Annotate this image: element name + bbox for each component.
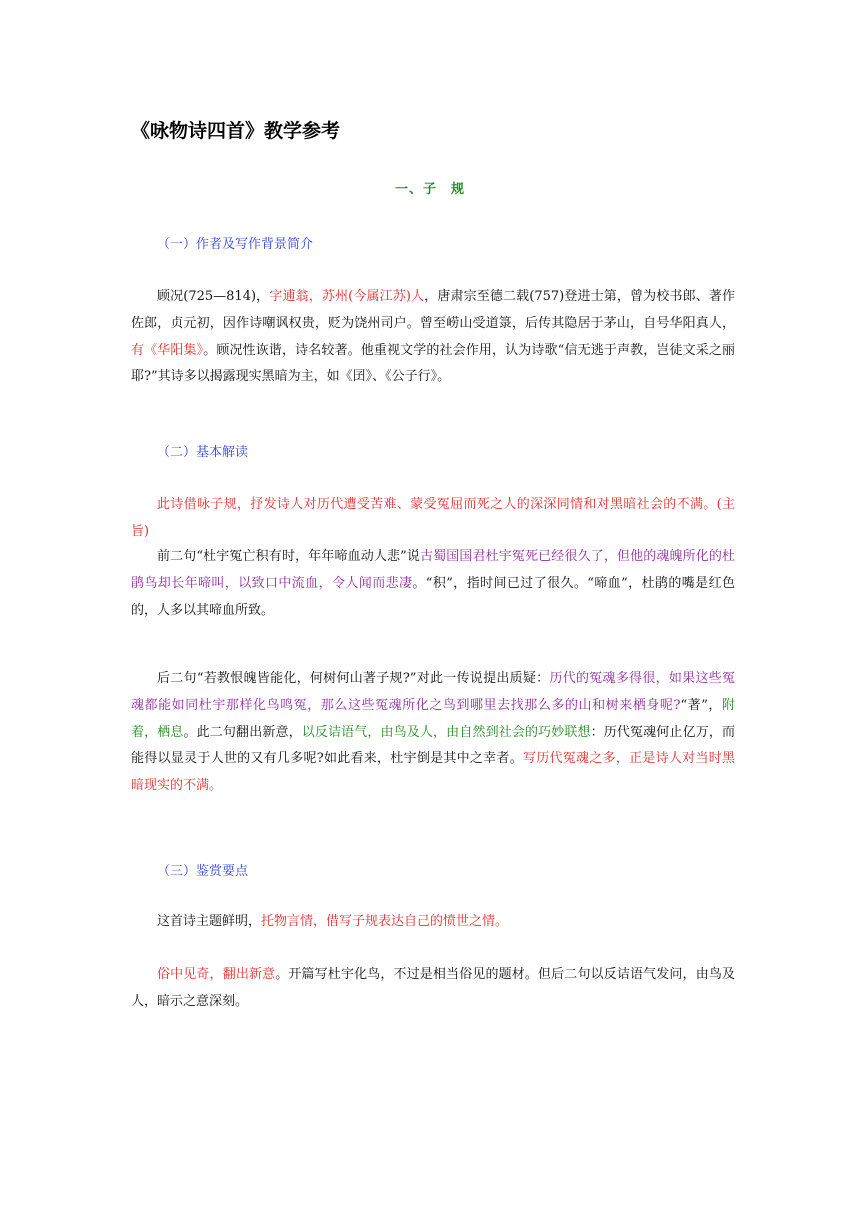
- text-run: 历代的冤魂多得很，如果这些冤魂都能如同杜宇那样化鸟鸣冤，那么这些冤魂所化之鸟到哪里去找那么多的山和树来栖身呢?: [131, 671, 735, 713]
- text-run: 。开篇写杜宇化鸟，不过是相当俗见的题材。但后二句以反诘语气发问，由鸟及人，暗示之意深刻。: [131, 967, 735, 1009]
- text-run: 前二句“杜宇冤亡积有时，年年啼血动人悲”说: [157, 549, 421, 564]
- subheading-appreciation: （三）鉴赏要点: [157, 864, 249, 879]
- text-run: 写历代冤魂之多，正是诗人对当时黑暗现实的不满。: [131, 751, 735, 794]
- paragraph-author-intro: [131, 284, 735, 391]
- paragraph-second-couplet: [131, 666, 735, 800]
- paragraph-theme: [131, 492, 735, 546]
- text-run: 。“积”，指时间已过了很久。“啼血”，杜鹃的嘴是红色的，人多以其啼血所致。: [131, 575, 735, 618]
- text-run: 字逋翁，苏州(今属江苏)人: [269, 289, 425, 304]
- subheading-basic-reading: （二）基本解读: [157, 445, 249, 460]
- text-run: 附着，栖息: [131, 697, 735, 740]
- section-heading: 一、子 规: [394, 182, 465, 197]
- document-title: 《咏物诗四首》教学参考: [131, 120, 341, 142]
- paragraph-first-couplet: [131, 544, 735, 624]
- text-run: ：历代冤魂何止亿万，而能得以显灵于人世的又有几多呢?如此看来，杜宇倒是其中之幸者。: [131, 724, 735, 767]
- text-run: 后二句“若教恨魄皆能化，何树何山著子规?”对此一传说提出质疑：: [157, 671, 550, 686]
- text-run: 顾况(725—814)，: [157, 289, 270, 304]
- text-run: 。顾况性诙谐，诗名较著。他重视文学的社会作用，认为诗歌“信无逃于声教，岂徒文采之丽耶?”其诗多以揭露现实黑暗为主，如《囝》、《公子行》。: [131, 342, 735, 385]
- text-run: 有《华阳集》: [131, 342, 204, 358]
- text-run: 此诗借咏子规，抒发诗人对历代遭受苦难、蒙受冤屈而死之人的深深同情和对黑暗社会的不满。(主旨): [131, 497, 735, 539]
- text-run: 这首诗主题鲜明，: [157, 914, 262, 929]
- text-run: 以反诘语气，由鸟及人，由自然到社会的巧妙联想: [301, 724, 591, 740]
- text-run: 俗中见奇，翻出新意: [157, 967, 276, 982]
- text-run: “著”，: [680, 697, 722, 713]
- paragraph-theme-clear: [131, 909, 735, 936]
- text-run: 托物言情，借写子规表达自己的愤世之情。: [261, 914, 509, 929]
- subheading-author-background: （一）作者及写作背景简介: [157, 237, 314, 252]
- text-run: 古蜀国国君杜宇冤死已经很久了，但他的魂魄所化的杜鹃鸟却长年啼叫，以致口中流血，令人闻而悲凄: [131, 549, 735, 591]
- text-run: ，唐肃宗至德二载(757)登进士第，曾为校书郎、著作佐郎，贞元初，因作诗嘲讽权贵，贬为饶州司户。曾至崂山受道箓，后传其隐居于茅山，自号华阳真人，: [131, 289, 735, 331]
- paragraph-novelty: [131, 962, 735, 1016]
- text-run: 。此二句翻出新意，: [183, 724, 302, 740]
